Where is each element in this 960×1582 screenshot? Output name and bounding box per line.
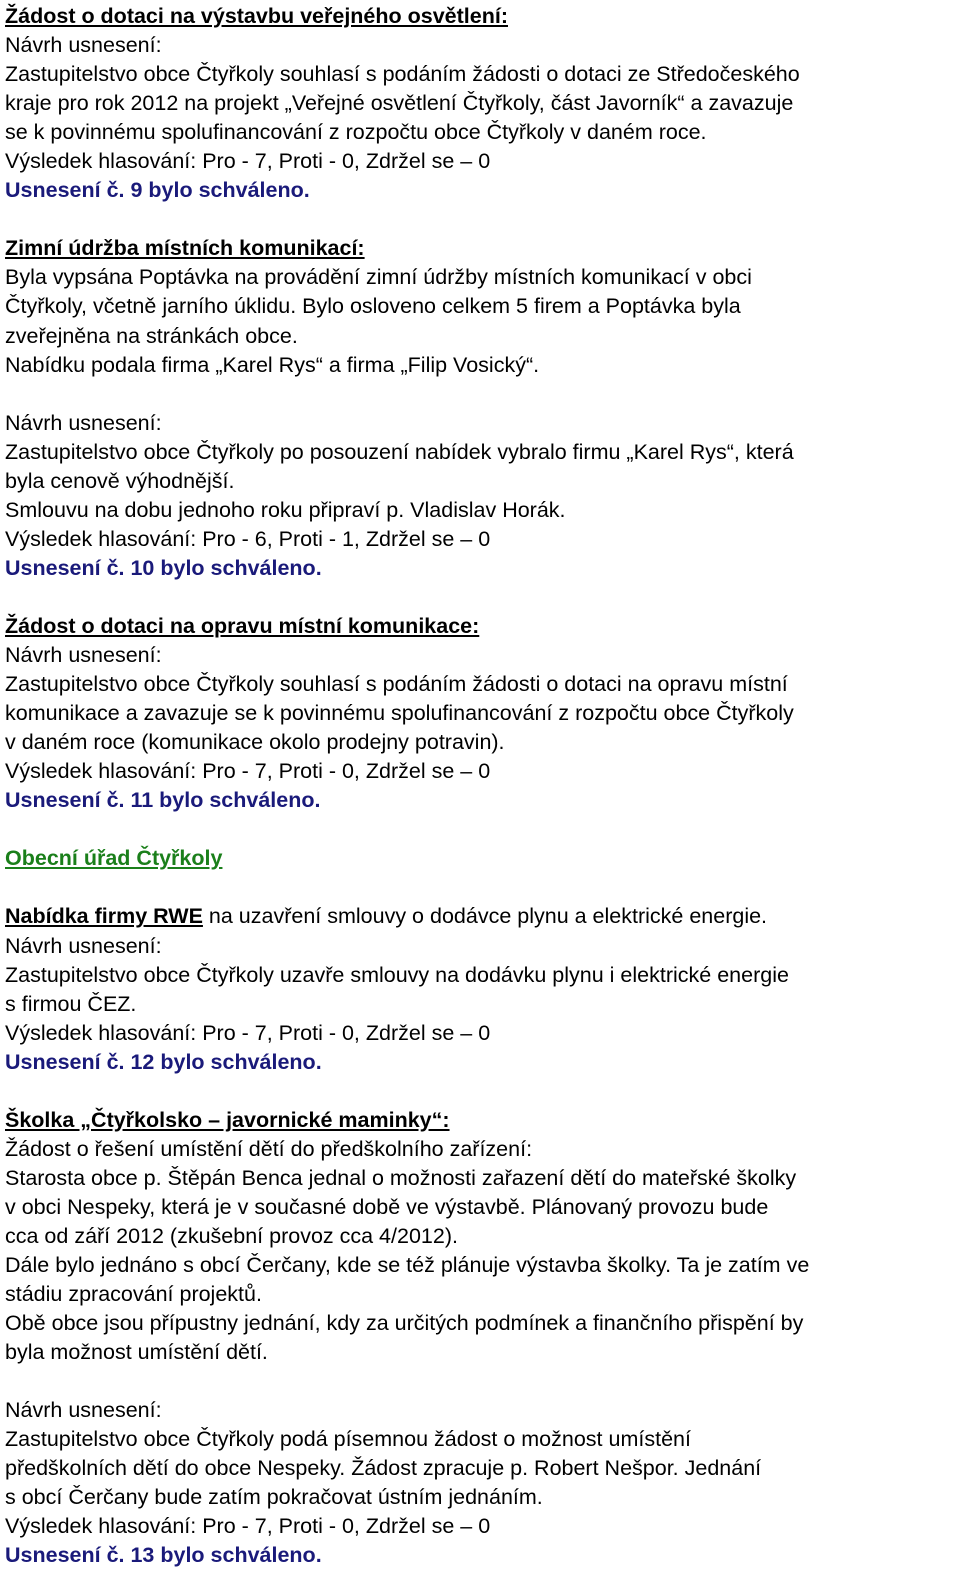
text-line: stádiu zpracování projektů. [5,1282,262,1307]
text-line: zveřejněna na stránkách obce. [5,323,298,348]
proposal-label: Návrh usnesení: [5,33,162,58]
text-line: Starosta obce p. Štěpán Benca jednal o možnosti zařazení dětí do mateřské školky [5,1165,797,1190]
proposal-label: Návrh usnesení: [5,410,162,435]
proposal-label: Návrh usnesení: [5,643,162,668]
spacer [5,1367,960,1396]
text-line: Byla vypsána Poptávka na provádění zimní údržby místních komunikací v obci [5,265,752,290]
resolution: Usnesení č. 10 bylo schváleno. [5,555,322,580]
text-line: s obcí Čerčany bude zatím pokračovat ústním jednáním. [5,1485,543,1510]
text-line: Zastupitelstvo obce Čtyřkoly po posouzení nabídek vybralo firmu „Karel Rys“, která [5,439,794,464]
spacer [5,873,960,902]
text-line: Čtyřkoly, včetně jarního úklidu. Bylo osloveno celkem 5 firem a Poptávka byla [5,294,741,319]
spacer [5,815,960,844]
vote-result: Výsledek hlasování: Pro - 7, Proti - 0, Zdržel se – 0 [5,759,491,784]
office-heading: Obecní úřad Čtyřkoly [5,846,223,871]
text-line: v obci Nespeky, která je v současné době ve výstavbě. Plánovaný provozu bude [5,1194,769,1219]
text-line: komunikace a zavazuje se k povinnému spolufinancování z rozpočtu obce Čtyřkoly [5,701,794,726]
section-heading: Zimní údržba místních komunikací: [5,236,365,261]
resolution: Usnesení č. 11 bylo schváleno. [5,788,321,813]
offer-line [5,902,960,931]
resolution: Usnesení č. 12 bylo schváleno. [5,1049,322,1074]
spacer [5,1077,960,1106]
text-line: Dále bylo jednáno s obcí Čerčany, kde se též plánuje výstavba školky. Ta je zatím ve [5,1253,810,1278]
text-line: s firmou ČEZ. [5,991,137,1016]
resolution: Usnesení č. 9 bylo schváleno. [5,178,310,203]
text-line: Nabídku podala firma „Karel Rys“ a firma „Filip Vosický“. [5,352,540,377]
document [5,2,960,1571]
text-line: byla možnost umístění dětí. [5,1340,268,1365]
text-line: Zastupitelstvo obce Čtyřkoly podá písemnou žádost o možnost umístění [5,1427,691,1452]
proposal-label: Návrh usnesení: [5,933,162,958]
text-line: Zastupitelstvo obce Čtyřkoly uzavře smlouvy na dodávku plynu i elektrické energie [5,962,789,987]
vote-result: Výsledek hlasování: Pro - 7, Proti - 0, Zdržel se – 0 [5,1514,491,1539]
resolution: Usnesení č. 13 bylo schváleno. [5,1543,322,1568]
text-line: v daném roce (komunikace okolo prodejny potravin). [5,730,505,755]
text-line: kraje pro rok 2012 na projekt „Veřejné osvětlení Čtyřkoly, část Javorník“ a zavazuje [5,91,794,116]
text-line: Žádost o řešení umístění dětí do předškolního zařízení: [5,1136,533,1161]
text-line: se k povinnému spolufinancování z rozpočtu obce Čtyřkoly v daném roce. [5,120,707,145]
section-heading: Školka „Čtyřkolsko – javornické maminky“: [5,1107,450,1132]
text-line: Zastupitelstvo obce Čtyřkoly souhlasí s podáním žádosti o dotaci na opravu místní [5,672,788,697]
section-heading: Žádost o dotaci na výstavbu veřejného osvětlení: [5,4,508,28]
vote-result: Výsledek hlasování: Pro - 7, Proti - 0, Zdržel se – 0 [5,1020,491,1045]
text-line: Smlouvu na dobu jednoho roku připraví p. Vladislav Horák. [5,497,566,522]
offer-bold: Nabídka firmy RWE [5,904,203,929]
text-line: předškolních dětí do obce Nespeky. Žádost zpracuje p. Robert Nešpor. Jednání [5,1456,762,1481]
vote-result: Výsledek hlasování: Pro - 7, Proti - 0, Zdržel se – 0 [5,149,491,174]
vote-result: Výsledek hlasování: Pro - 6, Proti - 1, Zdržel se – 0 [5,526,491,551]
spacer [5,380,960,409]
text-line: Obě obce jsou přípustny jednání, kdy za určitých podmínek a finančního přispění by [5,1311,804,1336]
spacer [5,583,960,612]
text-line: byla cenově výhodnější. [5,468,235,493]
offer-rest: na uzavření smlouvy o dodávce plynu a elektrické energie. [202,904,768,929]
spacer [5,205,960,234]
text-line: Zastupitelstvo obce Čtyřkoly souhlasí s podáním žádosti o dotaci ze Středočeského [5,62,800,87]
text-line: cca od září 2012 (zkušební provoz cca 4/2012). [5,1223,458,1248]
proposal-label: Návrh usnesení: [5,1398,162,1423]
section-heading: Žádost o dotaci na opravu místní komunikace: [5,613,480,638]
